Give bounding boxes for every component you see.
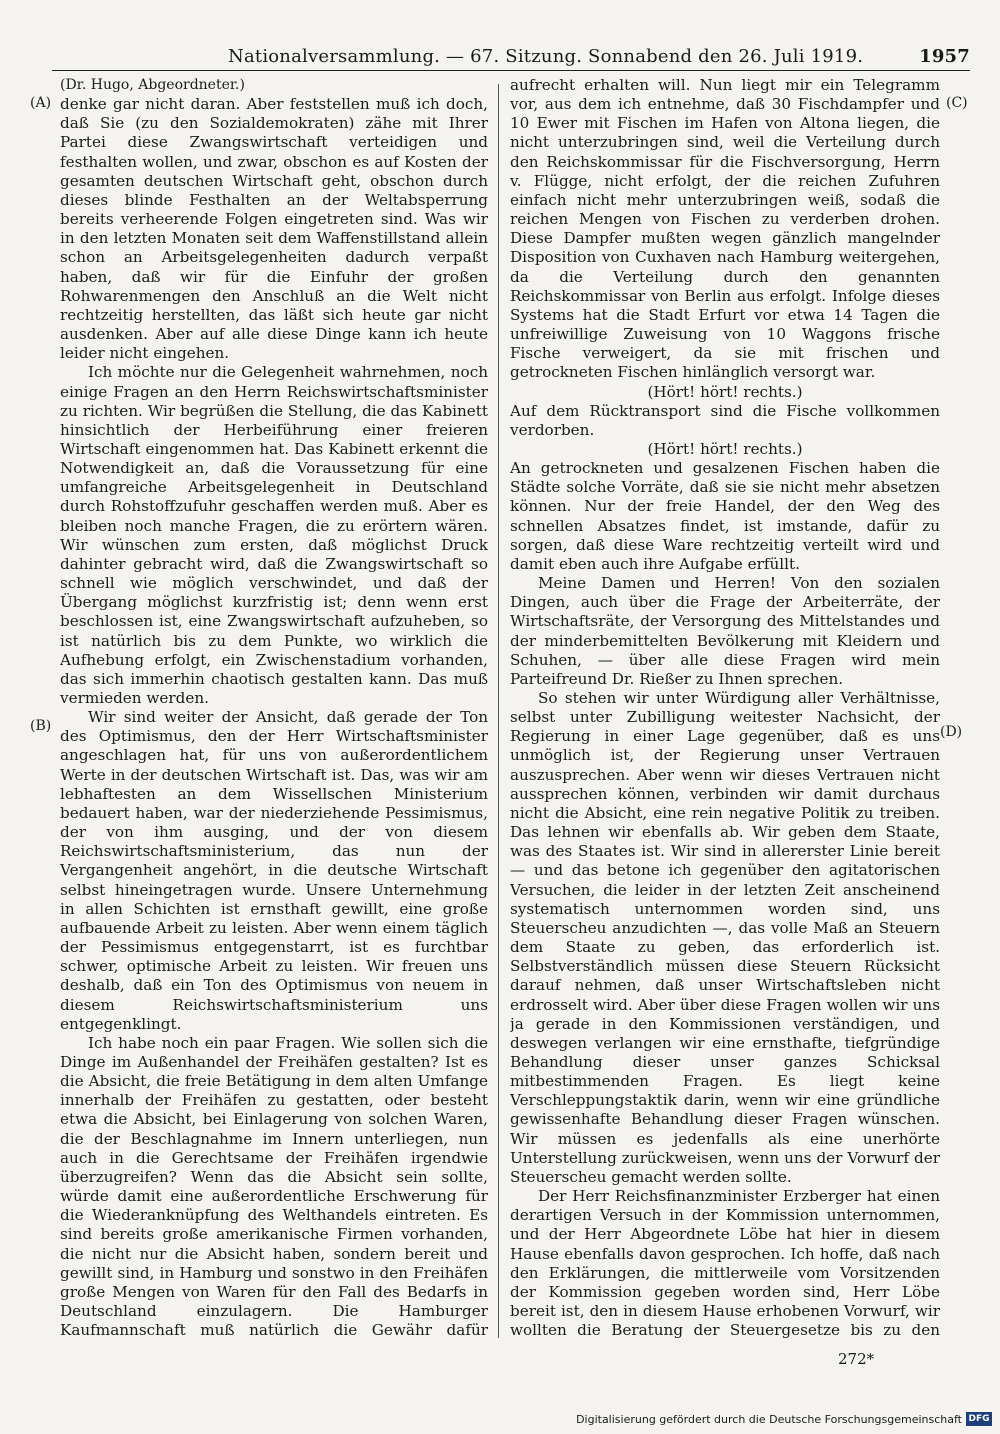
interjection: (Hört! hört! rechts.) — [647, 382, 803, 401]
header-title: Nationalversammlung. — 67. Sitzung. Sonnabend den 26. Juli 1919. — [228, 46, 864, 67]
interjection: (Hört! hört! rechts.) — [647, 439, 803, 458]
paragraph: aufrecht erhalten will. Nun liegt mir ein Telegramm vor, aus dem ich entnehme, daß 30 Fischdampfer und 10 Ewer mit Fischen im Hafen von Altona liegen, die nicht unterzubringen sind, weil die Verteilung durch den Reichskommissar für die Fischversorgung, Herrn v. Flügge, nicht erfolgt, der die reichen Zufuhren einfach nicht mehr unterzubringen weiß, sodaß die reichen Mengen von Fischen zu verderben drohen. Diese Dampfer mußten wegen gänzlich mangelnder Disposition von Cuxhaven nach Hamburg weitergehen, da die Verteilung durch den genannten Reichskommissar von Berlin aus erfolgt. Infolge dieses Systems hat die Stadt Erfurt vor etwa 14 Tagen die unfreiwillige Zuweisung von 10 Waggons frische Fische verweigert, da sie mit frischen und getrockneten Fischen hinlänglich versorgt war. — [510, 76, 940, 382]
left-column — [60, 76, 488, 1338]
page-number: 1957 — [919, 46, 970, 67]
paragraph: Meine Damen und Herren! Von den sozialen Dingen, auch über die Frage der Arbeiterräte, der Wirtschaftsräte, der Versorgung des Mittelstandes und der minderbemittelten Bevölkerung mit Kleidern und Schuhen, — über alle diese Fragen wird mein Parteifreund Dr. Rießer zu Ihnen sprechen. — [510, 574, 940, 688]
footer-credit — [576, 1412, 992, 1426]
folio-number: 272* — [838, 1350, 875, 1368]
column-divider — [498, 84, 499, 1338]
paragraph: Ich möchte nur die Gelegenheit wahrnehmen, noch einige Fragen an den Herrn Reichswirtschaftsminister zu richten. Wir begrüßen die Stellung, die das Kabinett hinsichtlich der Herbeiführung einer freieren Wirtschaft eingenommen hat. Das Kabinett erkennt die Notwendigkeit an, daß die Voraussetzung für eine umfangreiche Arbeitsgelegenheit in Deutschland durch Rohstoffzufuhr geschaffen werden muß. Aber es bleiben noch manche Fragen, die zu erörtern wären. Wir wünschen zum ersten, daß möglichst Druck dahinter gebracht wird, daß die Zwangswirtschaft so schnell wie möglich verschwindet, und daß der Übergang möglichst kurzfristig ist; denn wenn erst beschlossen ist, eine Zwangswirtschaft aufzuheben, so ist natürlich bis zu dem Punkte, wo wirklich die Aufhebung erfolgt, ein Zwischenstadium vorhanden, das sich immerhin chaotisch gestalten kann. Das muß vermieden werden. — [60, 363, 488, 707]
margin-mark-a: (A) — [30, 95, 52, 111]
margin-mark-b: (B) — [30, 718, 52, 734]
margin-mark-c: (C) — [946, 95, 968, 111]
paragraph: Auf dem Rücktransport sind die Fische vollkommen verdorben. — [510, 401, 940, 439]
paragraph: Ich habe noch ein paar Fragen. Wie sollen sich die Dinge im Außenhandel der Freihäfen gestalten? Ist es die Absicht, die freie Betätigung in dem alten Umfange innerhalb der Freihäfen zu gestatten, oder besteht etwa die Absicht, bei Einlagerung von solchen Waren, die der Beschlagnahme im Innern unterliegen, nun auch in die Gerechtsame der Freihäfen irgendwie überzugreifen? Wenn das die Absicht sein sollte, würde damit eine außerordentliche Erschwerung für die Wiederanknüpfung des Welthandels eintreten. Es sind bereits große amerikanische Firmen vorhanden, die nicht nur die Absicht haben, sondern bereit und gewillt sind, in Hamburg und sonstwo in den Freihäfen große Mengen von Waren für den Fall des Bedarfs in Deutschland einzulagern. Die Hamburger Kaufmannschaft muß natürlich die Gewähr dafür — [60, 1033, 488, 1338]
paragraph: Wir sind weiter der Ansicht, daß gerade der Ton des Optimismus, den der Herr Wirtschaftsminister angeschlagen hat, für uns von außerordentlichem Werte in der deutschen Wirtschaft ist. Das, was wir am lebhaftesten an dem Wissellschen Ministerium bedauert haben, war der niederziehende Pessimismus, der von ihm ausging, und der von diesem Reichswirtschaftsministerium, das nun der Vergangenheit angehört, in die deutsche Wirtschaft selbst hineingetragen wurde. Unsere Unternehmung in allen Schichten ist ernsthaft gewillt, eine große aufbauende Arbeit zu leisten. Aber wenn einem täglich der Pessimismus entgegenstarrt, ist es furchtbar schwer, optimische Arbeit zu leisten. Wir freuen uns deshalb, daß ein Ton des Optimismus von neuem in diesem Reichswirtschaftsministerium uns entgegenklingt. — [60, 708, 488, 1033]
paragraph: Der Herr Reichsfinanzminister Erzberger hat einen derartigen Versuch in der Kommission unternommen, und der Herr Abgeordnete Löbe hat hier in diesem Hause ebenfalls davon gesprochen. Ich hoffe, daß nach den Erklärungen, die mittlerweile vom Vorsitzenden der Kommission gegeben worden sind, Herr Löbe bereit ist, den in diesem Hause erhobenen Vorwurf, wir wollten die Beratung der Steuergesetze bis zu den — [510, 1187, 940, 1338]
running-header — [52, 40, 970, 71]
paragraph: So stehen wir unter Würdigung aller Verhältnisse, selbst unter Zubilligung weitester Nachsicht, der Regierung in einer Lage gegenüber, daß es uns unmöglich ist, der Regierung unser Vertrauen auszusprechen. Aber wenn wir dieses Vertrauen nicht aussprechen können, verbinden wir damit durchaus nicht die Absicht, eine rein negative Politik zu treiben. Das lehnen wir ebenfalls ab. Wir geben dem Staate, was des Staates ist. Wir sind in allererster Linie bereit — und das betone ich gegenüber den agitatorischen Versuchen, die leider in der letzten Zeit anscheinend systematisch unternommen worden sind, uns Steuerscheu anzudichten —, das volle Maß an Steuern dem Staate zu geben, das erforderlich ist. Selbstverständlich müssen diese Steuern Rücksicht darauf nehmen, daß unser Wirtschaftsleben nicht erdrosselt wird. Aber über diese Fragen wollen wir uns ja gerade in den Kommissionen verständigen, und deswegen verlangen wir eine ernsthafte, tiefgründige Behandlung dieser unser ganzes Schicksal mitbestimmenden Fragen. Es liegt keine Verschleppungstaktik darin, wenn wir eine gründliche gewissenhafte Behandlung dieser Fragen wünschen. Wir müssen es jedenfalls als eine unerhörte Unterstellung zurückweisen, wenn uns der Vorwurf der Steuerscheu gemacht werden sollte. — [510, 689, 940, 1186]
paragraph: denke gar nicht daran. Aber feststellen muß ich doch, daß Sie (zu den Sozialdemokraten) zähe mit Ihrer Partei diese Zwangswirtschaft verteidigen und festhalten wollen, und zwar, obschon es auf Kosten der gesamten deutschen Wirtschaft geht, obschon durch dieses blinde Festhalten an der Weltabsperrung bereits verheerende Folgen eingetreten sind. Was wir in den letzten Monaten seit dem Waffenstillstand allein schon an Arbeitsgelegenheiten dadurch verpaßt haben, daß wir für die Einfuhr der großen Rohwarenmengen den Anschluß an die Welt nicht rechtzeitig herstellten, das läßt sich heute gar nicht ausdenken. Aber auf alle diese Dinge kann ich heute leider nicht eingehen. — [60, 95, 488, 363]
margin-mark-d: (D) — [940, 724, 963, 740]
speaker-line: (Dr. Hugo, Abgeordneter.) — [60, 77, 245, 93]
footer-text: Digitalisierung gefördert durch die Deutsche Forschungsgemeinschaft — [576, 1412, 962, 1426]
dfg-logo-icon: DFG — [966, 1412, 992, 1426]
paragraph: An getrockneten und gesalzenen Fischen haben die Städte solche Vorräte, daß sie sie nicht mehr absetzen können. Nur der freie Handel, der den Weg des schnellen Absatzes findet, ist imstande, dafür zu sorgen, daß diese Ware rechtzeitig verteilt wird und damit eben auch ihre Aufgabe erfüllt. — [510, 459, 940, 573]
right-column — [510, 76, 940, 1338]
